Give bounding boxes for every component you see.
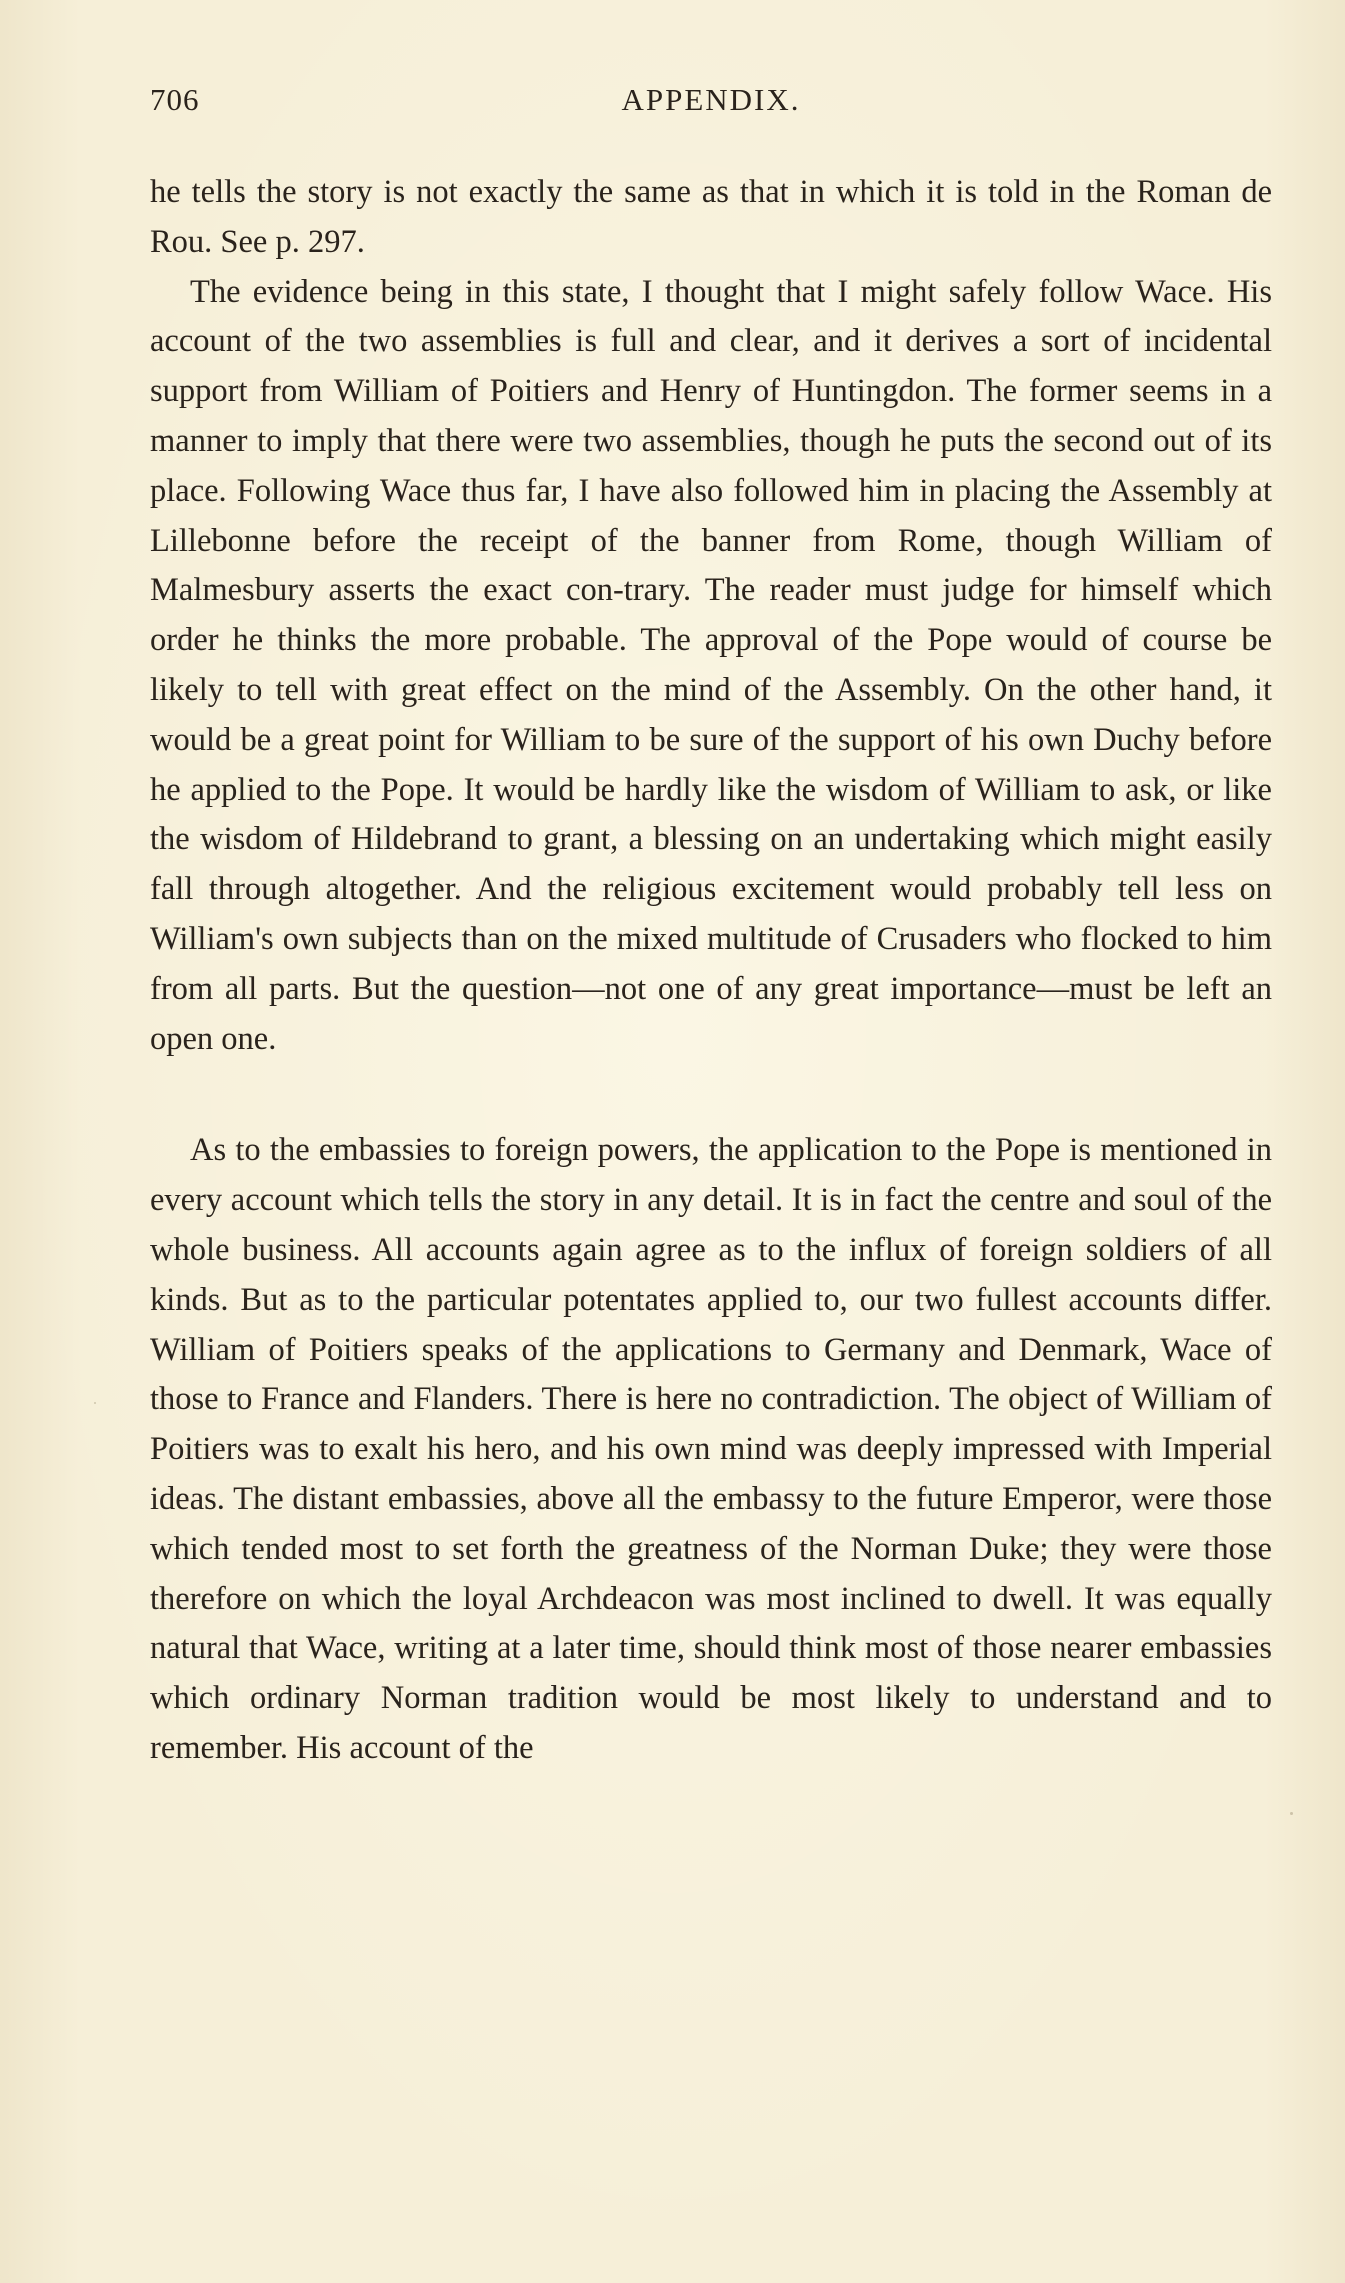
paper-speck: [1290, 1812, 1293, 1815]
paper-speck: [612, 1702, 615, 1705]
page-number: 706: [150, 82, 200, 117]
paragraph-embassies: As to the embassies to foreign powers, the application to the Pope is mentioned in every account which tells the story in any detail. It is in fact the centre and soul of the whole business. All accounts again agree as to the influx of foreign soldiers of all kinds. But as to the particular potentates applied to, our two fullest accounts differ. William of Poitiers speaks of the applications to Germany and Denmark, Wace of those to France and Flanders. There is here no contradiction. The object of William of Poitiers was to exalt his hero, and his own mind was deeply impressed with Imperial ideas. The distant embassies, above all the embassy to the future Emperor, were those which tended most to set forth the greatness of the Norman Duke; they were those therefore on which the loyal Archdeacon was most inclined to dwell. It was equally natural that Wace, writing at a later time, should think most of those nearer embassies which ordinary Norman tradition would be most likely to understand and to remember. His account of the: [150, 1132, 1272, 1766]
running-title: APPENDIX.: [621, 82, 801, 117]
section-break: [150, 1064, 1272, 1126]
running-head: [150, 82, 1272, 132]
paragraph-continued: he tells the story is not exactly the same as that in which it is told in the Roman de Rou. See p. 297.: [150, 174, 1272, 260]
body-text: [150, 168, 1272, 1774]
paragraph-evidence: The evidence being in this state, I thought that I might safely follow Wace. His account of the two assemblies is full and clear, and it derives a sort of incidental support from William of Poitiers and Henry of Huntingdon. The former seems in a manner to imply that there were two assemblies, though he puts the second out of its place. Following Wace thus far, I have also followed him in placing the Assembly at Lillebonne before the receipt of the banner from Rome, though William of Malmesbury asserts the exact con-trary. The reader must judge for himself which order he thinks the more probable. The approval of the Pope would of course be likely to tell with great effect on the mind of the Assembly. On the other hand, it would be a great point for William to be sure of the support of his own Duchy before he applied to the Pope. It would be hardly like the wisdom of William to ask, or like the wisdom of Hildebrand to grant, a blessing on an undertaking which might easily fall through altogether. And the religious excitement would probably tell less on William's own subjects than on the mixed multitude of Crusaders who flocked to him from all parts. But the question—not one of any great importance—must be left an open one.: [150, 273, 1272, 1057]
paper-speck: [94, 1402, 96, 1404]
